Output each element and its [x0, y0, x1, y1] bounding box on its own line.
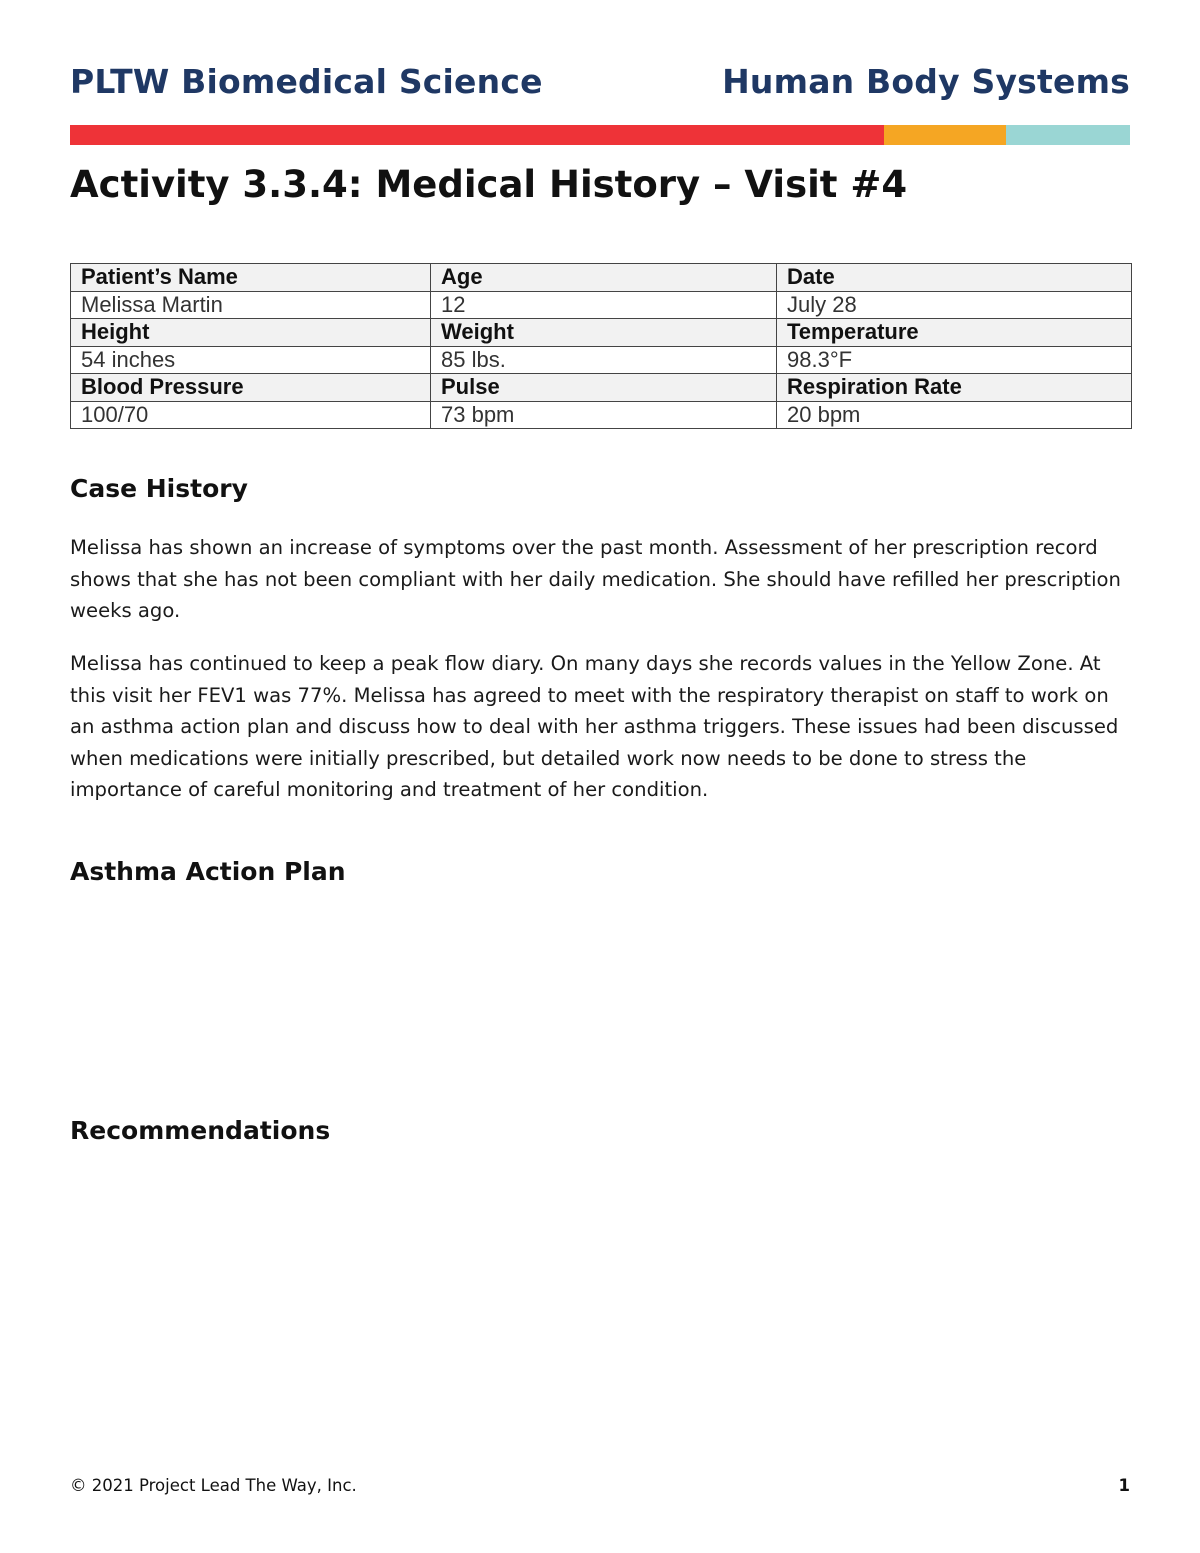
header-course-title: Human Body Systems — [722, 62, 1130, 101]
case-history-heading: Case History — [70, 474, 248, 503]
pulse-value: 73 bpm — [431, 401, 777, 429]
weight-value: 85 lbs. — [431, 346, 777, 374]
height-label: Height — [71, 319, 431, 347]
age-label: Age — [431, 264, 777, 292]
pulse-label: Pulse — [431, 374, 777, 402]
weight-label: Weight — [431, 319, 777, 347]
table-row-labels-2 — [71, 319, 1132, 347]
age-value: 12 — [431, 291, 777, 319]
page-title: Activity 3.3.4: Medical History – Visit #4 — [70, 163, 908, 206]
color-bar-teal-segment — [1006, 125, 1130, 145]
date-value: July 28 — [777, 291, 1132, 319]
table-row-values-3 — [71, 401, 1132, 429]
case-history-paragraph-2: Melissa has continued to keep a peak flow diary. On many days she records values in the Yellow Zone. At this visit her FEV1 was 77%. Melissa has agreed to meet with the respiratory therapist on staff to work on an asthma action plan and discuss how to deal with her asthma triggers. These issues had been discussed when medications were initially prescribed, but detailed work now needs to be done to stress the importance of careful monitoring and treatment of her condition. — [70, 652, 1119, 801]
table-row-labels-3 — [71, 374, 1132, 402]
temperature-label: Temperature — [777, 319, 1132, 347]
date-label: Date — [777, 264, 1132, 292]
table-row-labels-1 — [71, 264, 1132, 292]
asthma-action-plan-heading: Asthma Action Plan — [70, 857, 346, 886]
page-header — [70, 62, 1130, 101]
color-bar-orange-segment — [884, 125, 1006, 145]
patient-vitals-table — [70, 263, 1132, 429]
patient-name-value: Melissa Martin — [71, 291, 431, 319]
temperature-value: 98.3°F — [777, 346, 1132, 374]
color-bar-red-segment — [70, 125, 884, 145]
footer-copyright: © 2021 Project Lead The Way, Inc. — [70, 1476, 357, 1495]
recommendations-heading: Recommendations — [70, 1116, 331, 1145]
table-row-values-1 — [71, 291, 1132, 319]
table-row-values-2 — [71, 346, 1132, 374]
footer-page-number: 1 — [1118, 1476, 1130, 1495]
case-history-paragraph-1: Melissa has shown an increase of symptoms over the past month. Assessment of her prescription record shows that she has not been compliant with her daily medication. She should have refilled her prescription weeks ago. — [70, 536, 1121, 622]
patient-name-label: Patient’s Name — [71, 264, 431, 292]
blood-pressure-value: 100/70 — [71, 401, 431, 429]
respiration-rate-value: 20 bpm — [777, 401, 1132, 429]
header-color-bar — [70, 125, 1130, 145]
header-program-title: PLTW Biomedical Science — [70, 62, 543, 101]
height-value: 54 inches — [71, 346, 431, 374]
respiration-rate-label: Respiration Rate — [777, 374, 1132, 402]
blood-pressure-label: Blood Pressure — [71, 374, 431, 402]
